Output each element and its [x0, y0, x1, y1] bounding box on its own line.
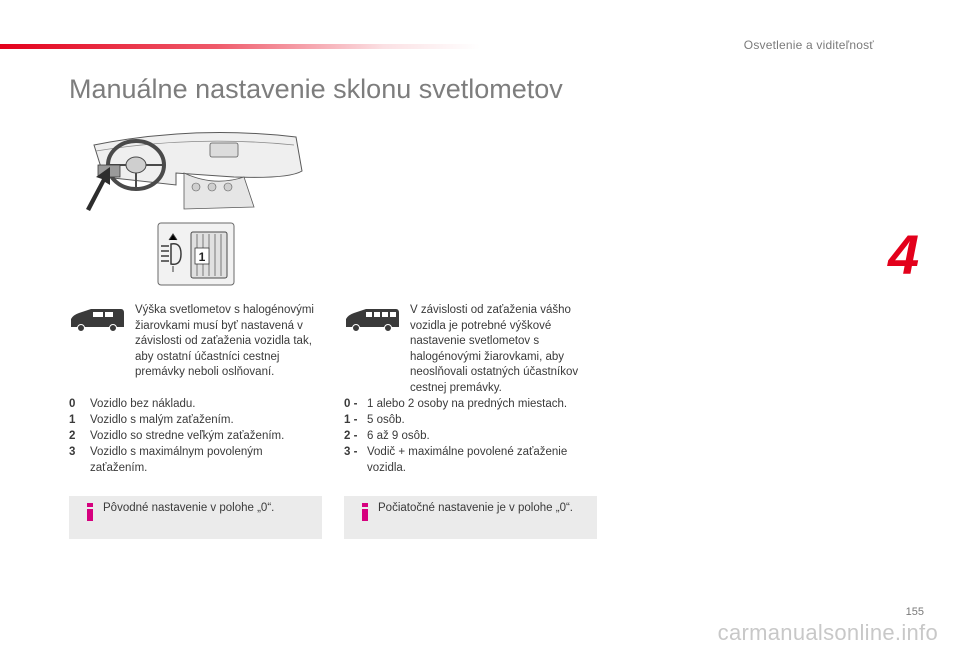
list-item [69, 444, 319, 476]
list-item [69, 428, 319, 444]
list-item [69, 412, 319, 428]
van-icon [69, 307, 125, 331]
right-occupancy-list [344, 396, 594, 476]
info-icon [362, 503, 368, 521]
item-text: Vozidlo s malým zaťažením. [90, 414, 234, 426]
list-item [344, 444, 594, 476]
section-title: Osvetlenie a viditeľnosť [743, 38, 874, 52]
item-number: 0 [69, 398, 76, 410]
info-text: Pôvodné nastavenie v polohe „0“. [103, 502, 275, 514]
left-intro-text: Výška svetlometov s halogénovými žiarovkami musí byť nastavená v závislosti od zaťaženia vozidla tak, aby ostatní účastníci cestnej premávky neboli oslňovaní. [135, 304, 314, 378]
item-text: 1 alebo 2 osoby na predných miestach. [367, 398, 568, 410]
chapter-number: 4 [888, 223, 920, 286]
header-accent-bar [0, 44, 480, 49]
headlamp-knob-illustration [157, 222, 235, 286]
item-number: 3 [69, 446, 76, 458]
info-text: Počiatočné nastavenie je v polohe „0“. [378, 502, 573, 514]
item-number: 2 [69, 430, 76, 442]
item-text: 5 osôb. [367, 414, 405, 426]
item-number: 3 - [344, 446, 358, 458]
list-item [344, 396, 594, 412]
item-text: 6 až 9 osôb. [367, 430, 430, 442]
info-box-right [344, 496, 597, 539]
item-number: 0 - [344, 398, 358, 410]
list-item [344, 428, 594, 444]
info-icon [87, 503, 93, 521]
item-number: 1 - [344, 414, 358, 426]
item-number: 2 - [344, 430, 358, 442]
list-item [69, 396, 319, 412]
item-text: Vozidlo bez nákladu. [90, 398, 196, 410]
item-text: Vodič + maximálne povolené zaťaženie vozidla. [367, 446, 568, 474]
item-text: Vozidlo s maximálnym povoleným zaťažením. [90, 446, 263, 474]
minibus-icon [344, 307, 400, 331]
page-number: 155 [905, 606, 924, 618]
info-box-left [69, 496, 322, 539]
right-intro-text: V závislosti od zaťaženia vášho vozidla je potrebné výškové nastavenie svetlometov s halogénovými žiarovkami, aby neoslňovali ostatných účastníkov cestnej premávky. [410, 304, 579, 394]
watermark: carmanualsonline.info [717, 620, 938, 645]
item-text: Vozidlo so stredne veľkým zaťažením. [90, 430, 285, 442]
page-title: Manuálne nastavenie sklonu svetlometov [69, 74, 563, 104]
dashboard-illustration [84, 127, 306, 213]
left-load-list [69, 396, 319, 476]
item-number: 1 [69, 414, 76, 426]
list-item [344, 412, 594, 428]
knob-label: 1 [198, 250, 206, 264]
